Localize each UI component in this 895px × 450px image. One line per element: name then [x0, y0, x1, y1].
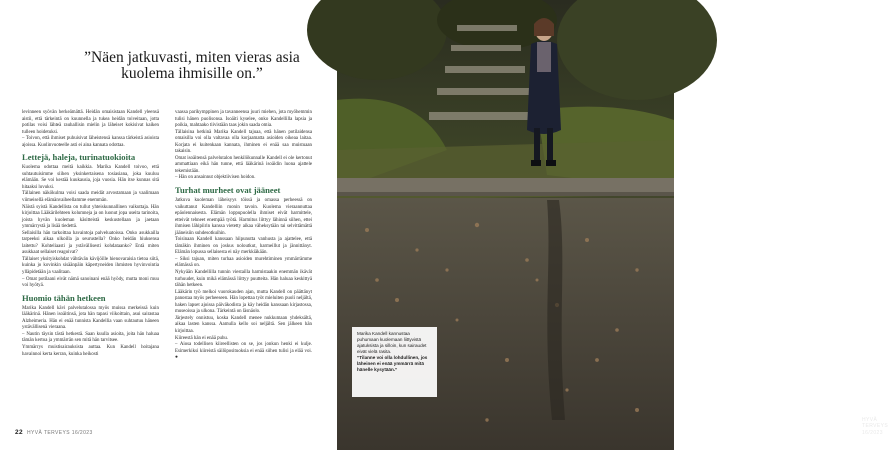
page-number-right: 23	[886, 429, 895, 436]
pull-quote: ”Näen jatkuvasti, miten vieras asia kuolema ihmisille on.”	[84, 49, 300, 82]
photo-caption	[352, 327, 437, 397]
caption-quote: ”Tilanne voi olla lohdullinen, jos läheinen ei enää ymmärrä mitä hänelle kysytään.”	[357, 355, 428, 372]
body-paragraph: – Aiosa todellisen kiireellisten on se, jos jonkun henki ei kulje. Esimerkiksi kiireistä säilöposituoksia ei enää siihen tulisi ja elää voi. ●	[175, 342, 312, 361]
body-paragraph: Nykyään Kandellilla tunnin viestailla harmistaakin enemmän ikävät turhuudet, kuin mikä elämässä liittyy puutteita. Hän haluaa keskittyä tähän hetkeen.	[175, 270, 312, 289]
body-paragraph: Jatkuva kuoleman läheisyys töissä ja omassa perheessä on vaikuttanut Kandelliin monin tavoin. Kuolema vieraannuttaa epäolennaisesta. Elämän loppupuolella ihmiset eivät harmittele, etteivät tehneet enempää työtä. Harmitus liittyy lähinnä siihen, ettei ihmisen lähipiirin kanssa vietetty aikaa väheksytään tai selvittämättä jääneisiin suhdesotkuihin.	[175, 198, 312, 236]
body-paragraph: Tällaisina hetkinä Marika Kandell tajuaa, että hänen potilaidensa omaisilla voi olla valtavaa olla korjaamatta asioiden oikeaa laitaa. Korjata ei kuitenkaan kannata, ihminen ei enää saa muistuaan takaisin.	[175, 129, 312, 155]
body-paragraph: – Toivon, että ihmiset puhuisivat läheistensä kanssa tärkeistä asioista ajoissa. Kuolinvuoteelle asti ei aina kannata odottaa.	[22, 136, 159, 148]
body-paragraph: – Omat potilaani eivät nämä sanoinani enää hyödy, mutta moni muu voi hyötyä.	[22, 276, 159, 289]
page-folio-right	[862, 417, 895, 436]
body-paragraph: Sellaisilla hän tarkoittaa havaintoja palveluatoissa. Onko asukkailla tarpeeksi aikaa ulkoilla ja seurustella? Onko heidän hiuksensa laitettu? Kohteliaasti ja ystävällisesti kohdataanko? Entä miten asukkaat sellaiset reagoivat?	[22, 230, 159, 256]
body-paragraph: Omat isoäitensä palvelutalon henkilökunnalle Kandell ei ole kertonut ammattiaan eikä hän tunne, että lääkärinä isoäidin luona ajattele tekemistään.	[175, 155, 312, 174]
magazine-title-right: HYVÄ TERVEYS 16/2023	[862, 417, 889, 436]
section-heading: Turhat murheet ovat jääneet	[175, 185, 281, 196]
section-heading: Huomio tähän hetkeen	[22, 292, 106, 303]
body-paragraph: Lääkärin työ melkoi vuorokauden ajan, mutta Kandell on päättänyt panostaa myös perheeseen. Hän lopettaa työt mieluiten puoli neljältä, haken lapset ajoissa päiväkodista ja käy heidän kanssaan kirjastossa, museoissa ja ulkona. Tärkeintä on läsnäolo.	[175, 289, 312, 315]
magazine-title-left: HYVÄ TERVEYS 16/2023	[27, 430, 93, 436]
article-column-left	[22, 110, 159, 414]
body-paragraph: Näistä syistä Kandellista on tullut yhteiskunnallinen vaikuttaja. Hän kirjoittaa Lääkärilehteen kolumneja ja on luonut jopa useita tarinoita, joista hyvän kuoleman käsitteistä keskustellaan ja jaetaan ymmärrystä ja lisää tiedettä.	[22, 204, 159, 230]
body-paragraph: – Hän on ansainnut objektiivisen hoidon.	[175, 175, 256, 181]
body-paragraph: Marika Kandell kävi palvelutalossa myös muissa merkeissä kuin lääkärinä. Hänen isoäitinsä, jota hän tapasi viikoittain, asui sairastaa Alzheimeria. Hän ei enää tunnista Kandellia vaan suhtautuu häneen ystävällisenä vieraana.	[22, 305, 159, 331]
body-paragraph: – Nautin täysin tästä hetkestä. Saan kuulla asioita, joita hän haluaa tämän kertoa ja ymmärrän sen mitä hän tarvitsee.	[22, 331, 159, 344]
body-paragraph: Tällainen näkökulma voisi saada meidät arvostamaan ja vaalimaan viimeisellä elämänvaiheellamme enemmän.	[22, 191, 159, 204]
body-paragraph: levinneen syövän herkeämättä. Heidän omaisistaan Kandell yleensä aistii, että tärkeintä on kuunnella ja tukea heidän toiveitaan, jotta potilas voisi lähteä rauhallisin mielin ja läheiset kokisivat kaiken tulleen hoidetuksi.	[22, 110, 159, 135]
body-paragraph: Ymmärrys muistisairauksista auttaa. Kun Kandell hoitajana havainnoi kerta kerran, kuinka heikosti	[22, 344, 159, 357]
body-paragraph: Tällaiset yksityiskohdat vähtävän kävijöille hienovaraisia tietoa siitä, kuinka jo kovinkin sisäänpäin käpertyneiden ihmisten hyvinvointia ylläpidetään ja vaalitaan.	[22, 256, 159, 276]
body-paragraph: Toisinaan Kandell kanssaan hiipunutta vanhusta ja ajattelee, että tämäkin ihminen on joskus noloutkut, harmeillut ja jännittänyt. Elämän lopussa sellaisesta ei näy merkkiäkään.	[175, 237, 312, 256]
body-paragraph: – Siksi tajuan, miten turhaa asioiden murehtiminen ymmärrämme elämässä on.	[175, 256, 312, 269]
left-page	[0, 0, 337, 450]
body-paragraph: Kuolema odottaa meitä kaikkia. Marika Kandell toivoo, että suhtautuisimme siihen yksinkertaisena tosiasiana, joka kuuluu elämään. Se voi kestää kuukausia, joja vuosia. Hän itse kunnas sitä hitaaksi luvuksi.	[22, 165, 159, 190]
body-paragraph: Järjestely onnistuu, koska Kandell menee nukkumaan yhdeksältä, aikaa lasten kanssa. Aamulla kello soi neljältä. Sen jälkeen hän kirjoittaa.	[175, 315, 312, 334]
article-column-right	[175, 110, 312, 414]
page-number-left: 22	[15, 429, 24, 436]
caption-text: Marika Kandell kannustaa puhumaan kuolemaan liittyvistä ajatuksista ja silloin, kun sairaudet eivät vielä rasita.	[357, 331, 427, 354]
section-heading: Lettejä, haleja, turinatuokioita	[22, 152, 136, 163]
page-folio-left	[15, 429, 93, 436]
body-paragraph: Kiireestä hän ei enää puhu.	[175, 335, 229, 341]
body-paragraph: vaassa parikymppinen ja tavanneensa juuri miehen, jota myöhemmin tulisi hänen puolisonsa. Isoäiti kyselee, onko Kandellilla lapsia ja poikia, mahtaako tiivistään taas jokin saada omia.	[175, 110, 312, 129]
